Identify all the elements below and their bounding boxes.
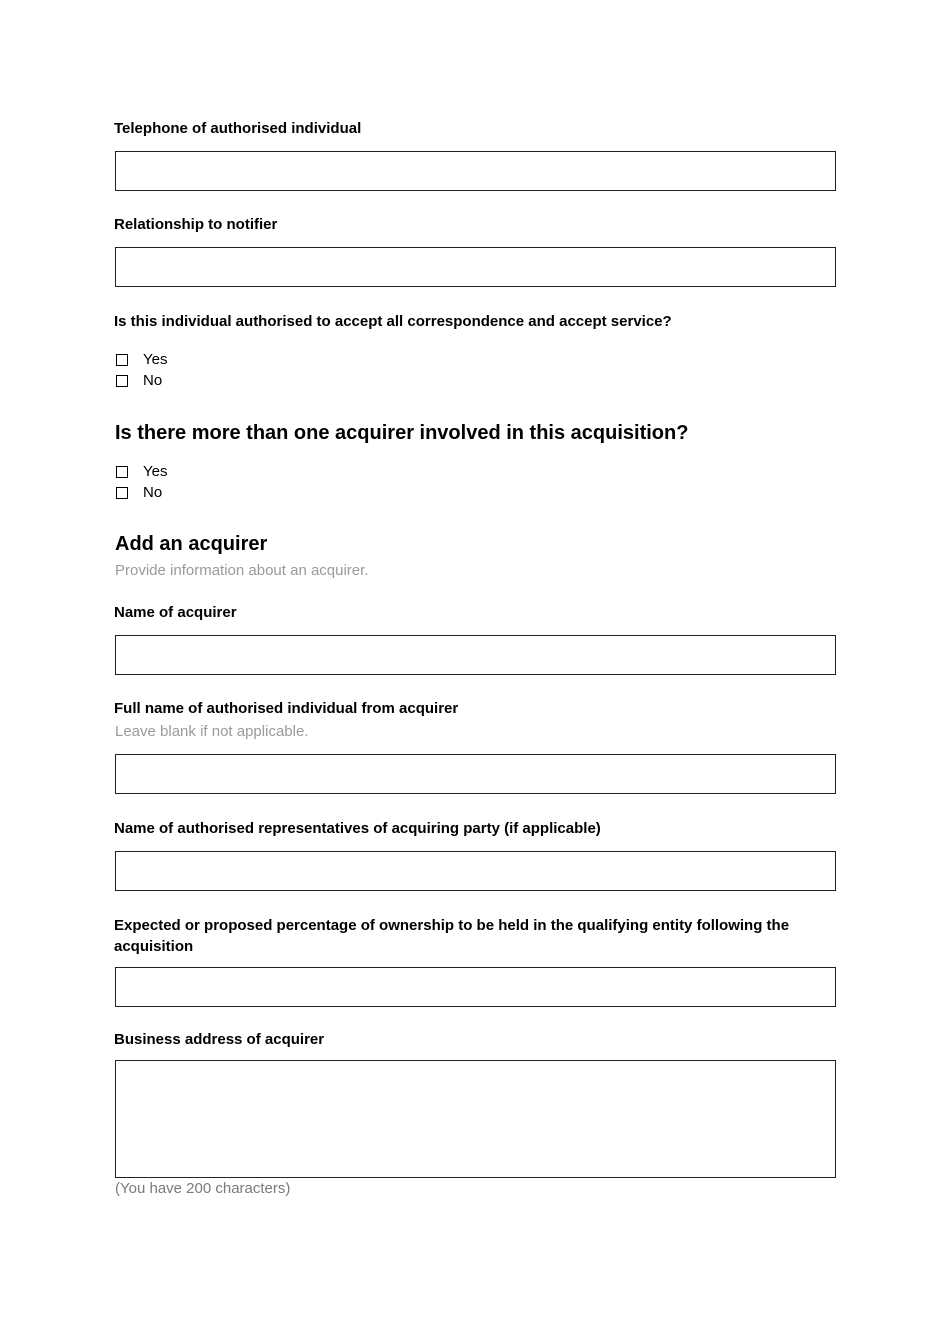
add-acquirer-heading: Add an acquirer — [115, 533, 268, 555]
correspondence-option-no[interactable] — [116, 370, 162, 391]
business-address-field-box — [115, 1060, 836, 1178]
multiple-acquirers-yes-checkbox[interactable] — [116, 466, 128, 478]
business-address-character-counter: (You have 200 characters) — [115, 1180, 291, 1197]
representatives-label: Name of authorised representatives of acquiring party (if applicable) — [114, 820, 601, 837]
telephone-input[interactable] — [116, 152, 835, 190]
business-address-label: Business address of acquirer — [114, 1031, 325, 1048]
correspondence-yes-checkbox[interactable] — [116, 354, 128, 366]
correspondence-yes-label: Yes — [143, 351, 168, 368]
multiple-acquirers-question: Is there more than one acquirer involved in this acquisition? — [115, 422, 689, 444]
ownership-percentage-input[interactable] — [116, 968, 835, 1006]
multiple-acquirers-no-checkbox[interactable] — [116, 487, 128, 499]
authorised-individual-label: Full name of authorised individual from acquirer — [114, 700, 459, 717]
acquirer-name-input[interactable] — [116, 636, 835, 674]
acquirer-name-label: Name of acquirer — [114, 604, 237, 621]
multiple-acquirers-yes-label: Yes — [143, 463, 168, 480]
authorised-individual-input[interactable] — [116, 755, 835, 793]
correspondence-no-checkbox[interactable] — [116, 375, 128, 387]
correspondence-option-yes[interactable] — [116, 349, 167, 370]
relationship-label: Relationship to notifier — [114, 216, 278, 233]
multiple-acquirers-no-label: No — [143, 484, 163, 501]
authorised-individual-field-box — [115, 754, 836, 794]
acquirer-name-field-box — [115, 635, 836, 675]
representatives-field-box — [115, 851, 836, 891]
relationship-input[interactable] — [116, 248, 835, 286]
multiple-acquirers-option-yes[interactable] — [116, 461, 167, 482]
authorised-individual-hint: Leave blank if not applicable. — [115, 723, 309, 740]
telephone-field-box — [115, 151, 836, 191]
correspondence-question: Is this individual authorised to accept all correspondence and accept service? — [114, 313, 672, 330]
ownership-percentage-label: Expected or proposed percentage of ownership to be held in the qualifying entity following the acquisition — [114, 917, 790, 955]
business-address-textarea[interactable] — [116, 1061, 835, 1177]
ownership-percentage-field-box — [115, 967, 836, 1007]
telephone-label: Telephone of authorised individual — [114, 120, 362, 137]
representatives-input[interactable] — [116, 852, 835, 890]
add-acquirer-description: Provide information about an acquirer. — [115, 562, 369, 579]
multiple-acquirers-option-no[interactable] — [116, 482, 162, 503]
correspondence-no-label: No — [143, 372, 163, 389]
relationship-field-box — [115, 247, 836, 287]
